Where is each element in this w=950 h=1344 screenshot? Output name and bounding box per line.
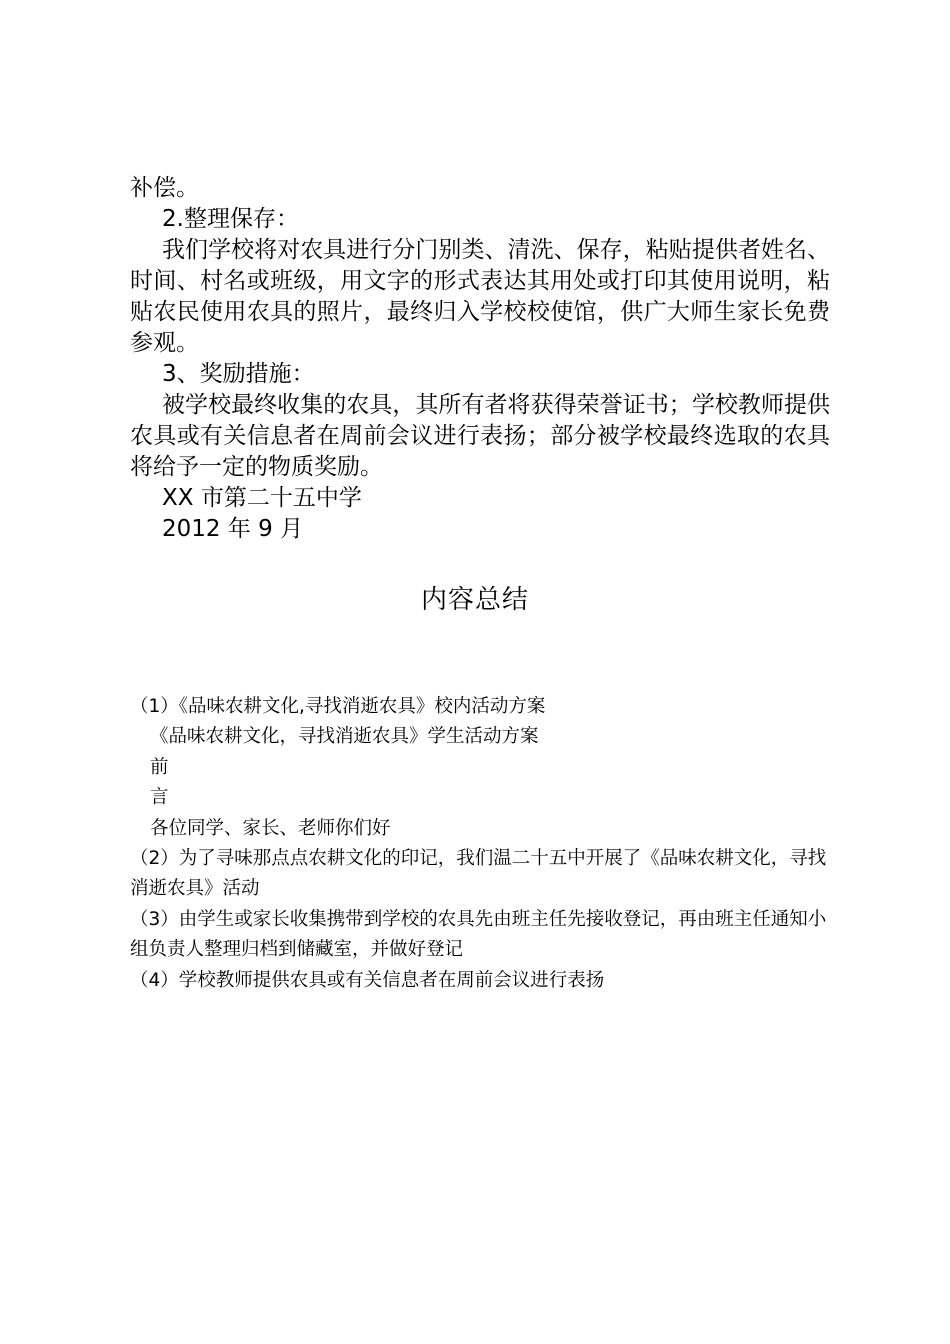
summary-list: [130, 692, 830, 996]
summary-item: 言: [150, 787, 169, 809]
summary-item: （4）学校教师提供农具或有关信息者在周前会议进行表扬: [130, 969, 605, 991]
summary-item: 各位同学、家长、老师你们好: [150, 817, 391, 839]
summary-item: 《品味农耕文化，寻找消逝农具》学生活动方案: [150, 726, 539, 748]
summary-title: 内容总结: [420, 585, 529, 615]
summary-item: （3）由学生或家长收集携带到学校的农具先由班主任先接收登记，再由班主任通知小组负责人整理归档到储藏室，并做好登记: [130, 908, 827, 961]
summary-item: （2）为了寻味那点点农耕文化的印记，我们温二十五中开展了《品味农耕文化，寻找消逝农具》活动: [130, 848, 827, 900]
summary-item: （1）《品味农耕文化,寻找消逝农具》校内活动方案: [130, 696, 546, 717]
paragraph-reward-measures: 被学校最终收集的农具，其所有者将获得荣誉证书；学校教师提供农具或有关信息者在周前会议进行表扬；部分被学校最终选取的农具将给予一定的物质奖励。: [130, 392, 830, 480]
heading-organize-save: 2.整理保存：: [162, 206, 299, 232]
heading-reward-measures: 3、奖励措施：: [162, 361, 315, 387]
summary-item: 前: [150, 756, 169, 778]
signature-date: 2012 年 9 月: [162, 516, 304, 542]
paragraph-compensation: 补偿。: [130, 175, 199, 201]
signature-school: XX 市第二十五中学: [162, 485, 362, 511]
document-body: [130, 173, 830, 545]
paragraph-organize-save: 我们学校将对农具进行分门别类、清洗、保存，粘贴提供者姓名、时间、村名或班级，用文字的形式表达其用处或打印其使用说明，粘贴农民使用农具的照片，最终归入学校校使馆，供广大师生家长免费参观。: [130, 237, 830, 356]
